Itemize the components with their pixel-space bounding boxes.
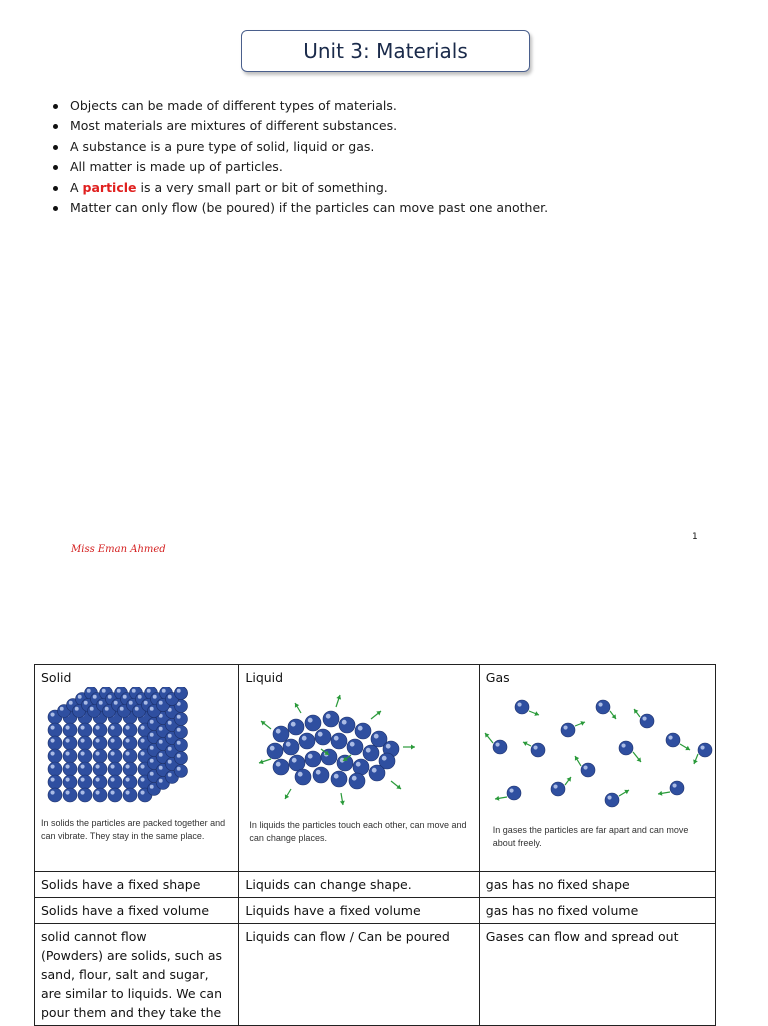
arrow-head-icon bbox=[411, 745, 415, 750]
liquid-header: Liquid bbox=[245, 670, 284, 685]
particle-highlight-icon bbox=[50, 751, 54, 755]
particle-highlight-icon bbox=[159, 740, 163, 744]
particle-highlight-icon bbox=[50, 738, 54, 742]
particle-highlight-icon bbox=[153, 695, 157, 699]
particle-icon bbox=[48, 736, 62, 750]
particle-icon bbox=[355, 723, 371, 739]
particle-highlight-icon bbox=[50, 777, 54, 781]
solid-particles-diagram bbox=[37, 687, 227, 807]
particle-highlight-icon bbox=[350, 742, 355, 747]
particle-icon bbox=[48, 762, 62, 776]
page-title: Unit 3: Materials bbox=[303, 39, 468, 63]
particle-highlight-icon bbox=[78, 695, 82, 699]
particle-icon bbox=[666, 733, 680, 747]
particle-highlight-icon bbox=[358, 726, 363, 731]
particle-highlight-icon bbox=[291, 722, 296, 727]
bullet-list bbox=[50, 96, 548, 218]
particle-highlight-icon bbox=[117, 689, 121, 693]
states-of-matter-table bbox=[34, 664, 716, 1026]
particle-highlight-icon bbox=[50, 764, 54, 768]
particle-icon bbox=[93, 762, 107, 776]
solid-caption: In solids the particles are packed together and can vibrate. They stay in the same place. bbox=[41, 818, 226, 841]
particle-highlight-icon bbox=[80, 790, 84, 794]
particle-highlight-icon bbox=[308, 718, 313, 723]
particle-highlight-icon bbox=[517, 702, 521, 706]
particle-highlight-icon bbox=[159, 727, 163, 731]
particle-icon bbox=[78, 749, 92, 763]
particle-icon bbox=[78, 775, 92, 789]
particle-icon bbox=[305, 751, 321, 767]
particle-icon bbox=[63, 788, 77, 802]
particle-icon bbox=[175, 739, 188, 752]
particle-highlight-icon bbox=[326, 714, 331, 719]
particle-icon bbox=[123, 723, 137, 737]
particle-icon bbox=[698, 743, 712, 757]
particle-icon bbox=[349, 773, 365, 789]
particle-highlight-icon bbox=[80, 738, 84, 742]
particle-highlight-icon bbox=[509, 788, 513, 792]
table-cell: gas has no fixed shape bbox=[479, 872, 715, 898]
particle-highlight-icon bbox=[125, 764, 129, 768]
liquid-caption: In liquids the particles touch each other, can move and can change places. bbox=[249, 820, 467, 843]
table-header-row bbox=[35, 665, 716, 872]
particle-highlight-icon bbox=[374, 734, 379, 739]
particle-icon bbox=[78, 736, 92, 750]
particle-icon bbox=[48, 723, 62, 737]
particle-icon bbox=[605, 793, 619, 807]
particle-highlight-icon bbox=[308, 754, 313, 759]
particle-highlight-icon bbox=[352, 776, 357, 781]
particle-highlight-icon bbox=[50, 712, 54, 716]
table-cell: Liquids have a fixed volume bbox=[239, 898, 479, 924]
bullet-item: Objects can be made of different types of materials. bbox=[50, 96, 548, 116]
particle-highlight-icon bbox=[150, 746, 154, 750]
particle-highlight-icon bbox=[147, 689, 151, 693]
particle-icon bbox=[507, 786, 521, 800]
bullet-item: Most materials are mixtures of different substances. bbox=[50, 116, 548, 136]
particle-highlight-icon bbox=[150, 772, 154, 776]
particle-highlight-icon bbox=[177, 767, 181, 771]
particle-icon bbox=[347, 739, 363, 755]
particle-icon bbox=[123, 749, 137, 763]
particle-icon bbox=[108, 723, 122, 737]
particle-icon bbox=[93, 788, 107, 802]
particle-icon bbox=[289, 755, 305, 771]
particle-highlight-icon bbox=[110, 764, 114, 768]
liquid-particles-diagram bbox=[241, 687, 471, 807]
particle-highlight-icon bbox=[110, 738, 114, 742]
particle-icon bbox=[323, 711, 339, 727]
particle-highlight-icon bbox=[292, 758, 297, 763]
particle-highlight-icon bbox=[583, 765, 587, 769]
particle-highlight-icon bbox=[65, 777, 69, 781]
particle-icon bbox=[175, 752, 188, 765]
particle-highlight-icon bbox=[159, 766, 163, 770]
particle-highlight-icon bbox=[150, 785, 154, 789]
particle-highlight-icon bbox=[80, 725, 84, 729]
particle-highlight-icon bbox=[65, 725, 69, 729]
particle-highlight-icon bbox=[700, 745, 704, 749]
particle-highlight-icon bbox=[159, 779, 163, 783]
particle-highlight-icon bbox=[140, 751, 144, 755]
particle-highlight-icon bbox=[110, 751, 114, 755]
particle-highlight-icon bbox=[65, 790, 69, 794]
particle-highlight-icon bbox=[150, 759, 154, 763]
particle-highlight-icon bbox=[95, 790, 99, 794]
particle-icon bbox=[363, 745, 379, 761]
particle-highlight-icon bbox=[95, 777, 99, 781]
solid-particle-block bbox=[48, 687, 188, 802]
particle-highlight-icon bbox=[69, 701, 73, 705]
particle-icon bbox=[353, 759, 369, 775]
particle-highlight-icon bbox=[177, 741, 181, 745]
particle-highlight-icon bbox=[150, 720, 154, 724]
table-cell: gas has no fixed volume bbox=[479, 898, 715, 924]
particle-highlight-icon bbox=[84, 701, 88, 705]
particle-highlight-icon bbox=[93, 695, 97, 699]
particle-highlight-icon bbox=[60, 707, 64, 711]
particle-highlight-icon bbox=[150, 707, 154, 711]
page-number: 1 bbox=[692, 532, 698, 542]
particle-icon bbox=[331, 771, 347, 787]
particle-highlight-icon bbox=[286, 742, 291, 747]
particle-highlight-icon bbox=[132, 689, 136, 693]
particle-highlight-icon bbox=[125, 751, 129, 755]
particle-icon bbox=[48, 788, 62, 802]
particle-icon bbox=[339, 717, 355, 733]
particle-icon bbox=[93, 723, 107, 737]
particle-highlight-icon bbox=[135, 707, 139, 711]
particle-icon bbox=[581, 763, 595, 777]
particle-icon bbox=[273, 759, 289, 775]
particle-highlight-icon bbox=[95, 725, 99, 729]
particle-highlight-icon bbox=[90, 707, 94, 711]
particle-icon bbox=[551, 782, 565, 796]
particle-icon bbox=[299, 733, 315, 749]
particle-icon bbox=[123, 775, 137, 789]
particle-highlight-icon bbox=[99, 701, 103, 705]
particle-highlight-icon bbox=[123, 695, 127, 699]
gas-particles-diagram bbox=[480, 685, 714, 815]
particle-highlight-icon bbox=[102, 689, 106, 693]
particle-icon bbox=[493, 740, 507, 754]
particle-highlight-icon bbox=[105, 707, 109, 711]
particle-highlight-icon bbox=[80, 764, 84, 768]
particle-icon bbox=[63, 775, 77, 789]
particle-icon bbox=[63, 762, 77, 776]
gas-cell bbox=[479, 665, 715, 872]
particle-highlight-icon bbox=[621, 743, 625, 747]
particle-icon bbox=[283, 739, 299, 755]
particle-highlight-icon bbox=[140, 790, 144, 794]
particle-highlight-icon bbox=[110, 725, 114, 729]
particle-icon bbox=[369, 765, 385, 781]
title-box bbox=[241, 30, 530, 72]
particle-highlight-icon bbox=[65, 751, 69, 755]
particle-highlight-icon bbox=[95, 764, 99, 768]
particle-icon bbox=[63, 723, 77, 737]
particle-icon bbox=[63, 749, 77, 763]
particle-icon bbox=[108, 736, 122, 750]
table-row bbox=[35, 898, 716, 924]
particle-highlight-icon bbox=[108, 695, 112, 699]
particle-highlight-icon bbox=[318, 732, 323, 737]
particle-highlight-icon bbox=[65, 764, 69, 768]
bullet-item-particle: A particle is a very small part or bit of something. bbox=[50, 178, 548, 198]
particle-highlight-icon bbox=[668, 735, 672, 739]
particle-highlight-icon bbox=[125, 738, 129, 742]
table-cell: Liquids can flow / Can be poured bbox=[239, 924, 479, 1026]
particle-highlight-icon bbox=[334, 736, 339, 741]
particle-highlight-icon bbox=[177, 728, 181, 732]
particle-highlight-icon bbox=[168, 760, 172, 764]
table-cell: Liquids can change shape. bbox=[239, 872, 479, 898]
particle-icon bbox=[175, 765, 188, 778]
particle-icon bbox=[123, 788, 137, 802]
particle-highlight-icon bbox=[144, 701, 148, 705]
particle-highlight-icon bbox=[276, 729, 281, 734]
particle-icon bbox=[670, 781, 684, 795]
table-cell: Solids have a fixed volume bbox=[35, 898, 239, 924]
particle-icon bbox=[78, 723, 92, 737]
particle-icon bbox=[123, 762, 137, 776]
particle-highlight-icon bbox=[168, 721, 172, 725]
particle-highlight-icon bbox=[495, 742, 499, 746]
particle-highlight-icon bbox=[168, 773, 172, 777]
particle-icon bbox=[273, 726, 289, 742]
particle-highlight-icon bbox=[162, 689, 166, 693]
particle-highlight-icon bbox=[316, 770, 321, 775]
particle-highlight: particle bbox=[82, 179, 137, 195]
table-row bbox=[35, 924, 716, 1026]
particle-highlight-icon bbox=[140, 777, 144, 781]
particle-icon bbox=[596, 700, 610, 714]
particle-highlight-icon bbox=[598, 702, 602, 706]
particle-highlight-icon bbox=[366, 748, 371, 753]
particle-icon bbox=[78, 762, 92, 776]
particle-highlight-icon bbox=[563, 725, 567, 729]
particle-highlight-icon bbox=[125, 790, 129, 794]
particle-highlight-icon bbox=[334, 774, 339, 779]
particle-highlight-icon bbox=[138, 695, 142, 699]
particle-icon bbox=[619, 741, 633, 755]
particle-icon bbox=[315, 729, 331, 745]
particle-highlight-icon bbox=[168, 695, 172, 699]
bullet-item: All matter is made up of particles. bbox=[50, 157, 548, 177]
particle-icon bbox=[93, 749, 107, 763]
particle-highlight-icon bbox=[129, 701, 133, 705]
particle-highlight-icon bbox=[342, 720, 347, 725]
particle-highlight-icon bbox=[125, 777, 129, 781]
particle-icon bbox=[561, 723, 575, 737]
particle-highlight-icon bbox=[125, 725, 129, 729]
gas-caption: In gases the particles are far apart and can move about freely. bbox=[492, 825, 689, 848]
particle-highlight-icon bbox=[95, 751, 99, 755]
particle-highlight-icon bbox=[140, 764, 144, 768]
particle-highlight-icon bbox=[95, 738, 99, 742]
particle-icon bbox=[175, 687, 188, 700]
particle-highlight-icon bbox=[372, 768, 377, 773]
particle-icon bbox=[78, 788, 92, 802]
particle-icon bbox=[123, 736, 137, 750]
solid-cell bbox=[35, 665, 239, 872]
particle-icon bbox=[63, 736, 77, 750]
particle-icon bbox=[331, 733, 347, 749]
particle-highlight-icon bbox=[114, 701, 118, 705]
particle-highlight-icon bbox=[65, 738, 69, 742]
liquid-particle-cluster bbox=[259, 695, 415, 805]
table-cell: solid cannot flow (Powders) are solids, such as sand, flour, salt and sugar, are similar to liquids. We can pour them and they take the bbox=[35, 924, 239, 1026]
table-row bbox=[35, 872, 716, 898]
particle-icon bbox=[175, 726, 188, 739]
particle-icon bbox=[295, 769, 311, 785]
particle-highlight-icon bbox=[553, 784, 557, 788]
particle-icon bbox=[108, 775, 122, 789]
particle-highlight-icon bbox=[140, 725, 144, 729]
particle-icon bbox=[48, 775, 62, 789]
liquid-cell bbox=[239, 665, 479, 872]
particle-icon bbox=[48, 749, 62, 763]
particle-highlight-icon bbox=[356, 762, 361, 767]
particle-highlight-icon bbox=[386, 744, 391, 749]
particle-highlight-icon bbox=[533, 745, 537, 749]
bullet-item: A substance is a pure type of solid, liquid or gas. bbox=[50, 137, 548, 157]
particle-highlight-icon bbox=[150, 733, 154, 737]
particle-icon bbox=[305, 715, 321, 731]
particle-highlight-icon bbox=[50, 725, 54, 729]
particle-highlight-icon bbox=[140, 738, 144, 742]
particle-highlight-icon bbox=[50, 790, 54, 794]
particle-icon bbox=[108, 762, 122, 776]
particle-highlight-icon bbox=[177, 754, 181, 758]
particle-icon bbox=[93, 736, 107, 750]
particle-highlight-icon bbox=[75, 707, 79, 711]
particle-highlight-icon bbox=[159, 701, 163, 705]
particle-highlight-icon bbox=[672, 783, 676, 787]
particle-icon bbox=[313, 767, 329, 783]
particle-icon bbox=[640, 714, 654, 728]
particle-highlight-icon bbox=[607, 795, 611, 799]
table-cell: Gases can flow and spread out bbox=[479, 924, 715, 1026]
particle-highlight-icon bbox=[298, 772, 303, 777]
particle-highlight-icon bbox=[80, 751, 84, 755]
particle-icon bbox=[515, 700, 529, 714]
author-signature: Miss Eman Ahmed bbox=[71, 544, 166, 555]
particle-highlight-icon bbox=[168, 747, 172, 751]
particle-highlight-icon bbox=[110, 777, 114, 781]
particle-highlight-icon bbox=[276, 762, 281, 767]
particle-highlight-icon bbox=[87, 689, 91, 693]
particle-icon bbox=[175, 713, 188, 726]
particle-highlight-icon bbox=[159, 753, 163, 757]
particle-highlight-icon bbox=[177, 715, 181, 719]
particle-highlight-icon bbox=[110, 790, 114, 794]
particle-icon bbox=[108, 788, 122, 802]
particle-icon bbox=[288, 719, 304, 735]
particle-highlight-icon bbox=[270, 746, 275, 751]
gas-header: Gas bbox=[485, 670, 510, 685]
particle-highlight-icon bbox=[168, 734, 172, 738]
solid-header: Solid bbox=[41, 670, 72, 685]
particle-icon bbox=[108, 749, 122, 763]
particle-icon bbox=[267, 743, 283, 759]
particle-icon bbox=[93, 775, 107, 789]
particle-highlight-icon bbox=[382, 756, 387, 761]
particle-highlight-icon bbox=[177, 689, 181, 693]
particle-highlight-icon bbox=[302, 736, 307, 741]
bullet-item: Matter can only flow (be poured) if the particles can move past one another. bbox=[50, 198, 548, 218]
particle-highlight-icon bbox=[80, 777, 84, 781]
particle-highlight-icon bbox=[120, 707, 124, 711]
particle-highlight-icon bbox=[642, 716, 646, 720]
gas-particle-field bbox=[485, 700, 712, 807]
particle-icon bbox=[531, 743, 545, 757]
table-cell: Solids have a fixed shape bbox=[35, 872, 239, 898]
